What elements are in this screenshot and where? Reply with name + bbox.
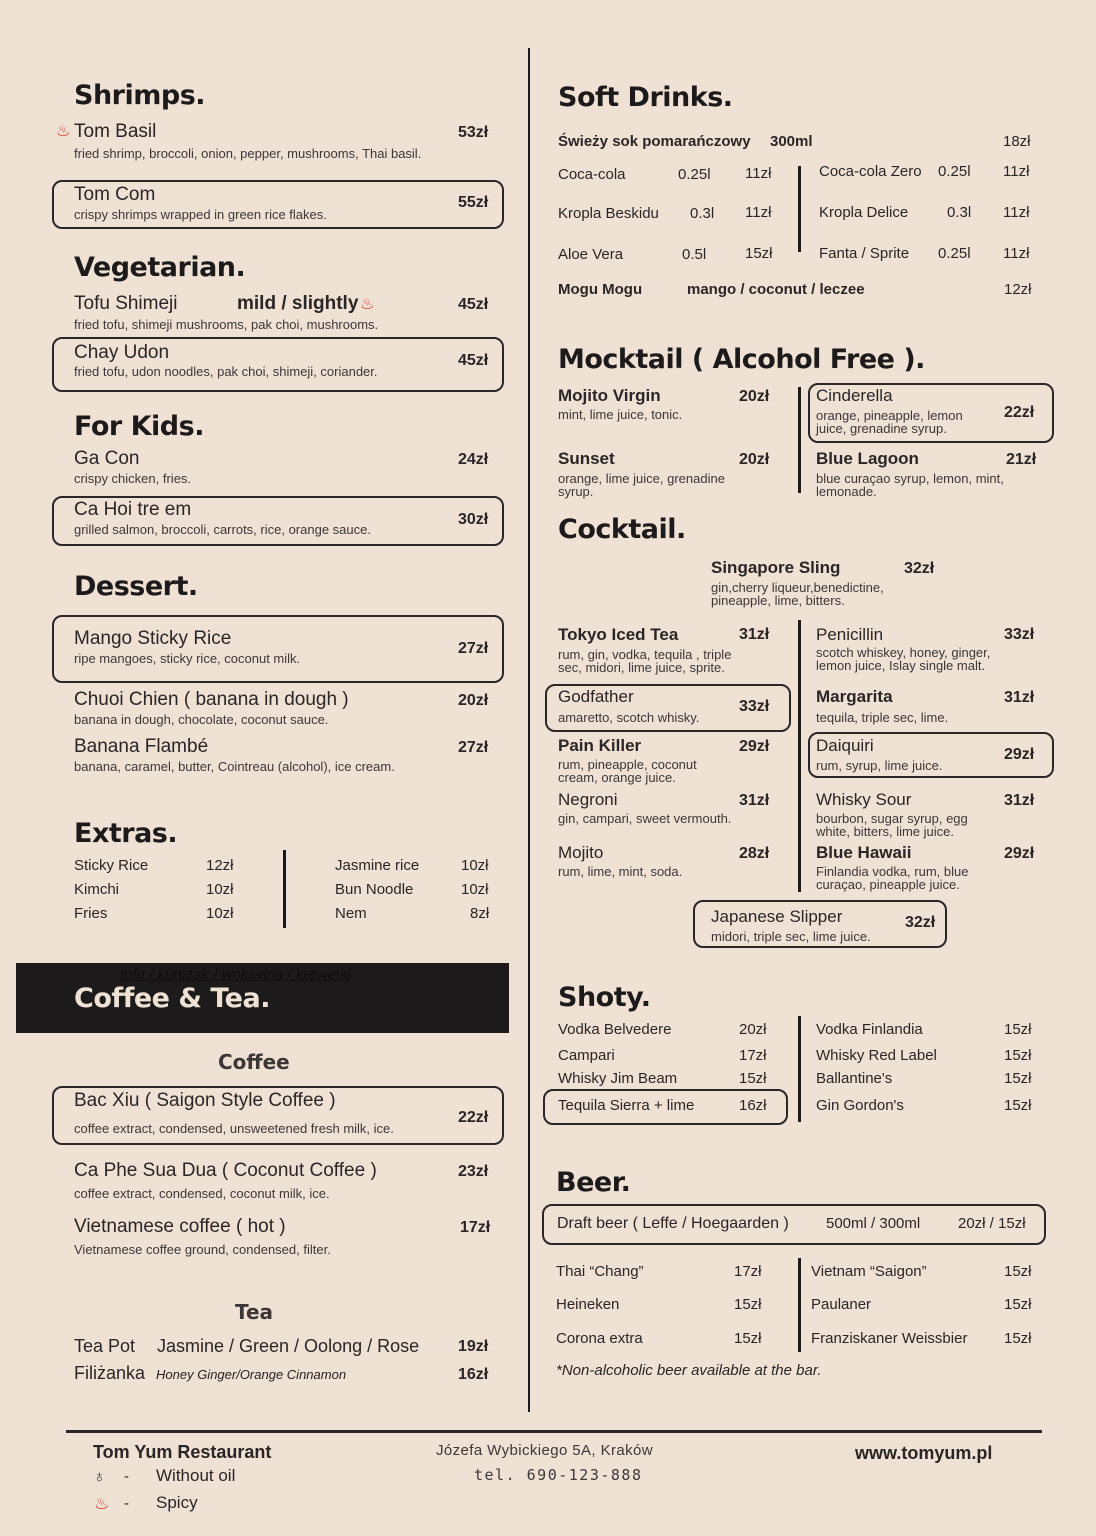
- soft-size: 0.25l: [678, 166, 711, 183]
- item-desc: rum, lime, mint, soda.: [558, 864, 683, 879]
- item-name: Ca Hoi tre em: [74, 499, 192, 520]
- spicy-icon: ♨: [360, 296, 375, 313]
- beer-name: Heineken: [556, 1296, 620, 1313]
- item-price: 31zł: [739, 792, 770, 809]
- item-name: Daiquiri: [816, 736, 874, 755]
- item-name: Mojito: [558, 843, 604, 862]
- item-desc: fried shrimp, broccoli, onion, pepper, mushrooms, Thai basil.: [74, 146, 422, 161]
- item-desc: gin, campari, sweet vermouth.: [558, 811, 732, 826]
- extra-name: Fries: [74, 905, 108, 922]
- shot-name: Whisky Red Label: [816, 1047, 937, 1064]
- soft-price: 11zł: [1003, 245, 1030, 262]
- tea-name: Tea Pot: [74, 1336, 136, 1356]
- tea-option: Honey Ginger/Orange Cinnamon: [156, 1367, 347, 1382]
- item-desc: coffee extract, condensed, coconut milk, ice.: [74, 1186, 330, 1201]
- soft-size: 0.3l: [947, 204, 972, 221]
- item-name: Whisky Sour: [816, 790, 912, 809]
- juice-name: Świeży sok pomarańczowy: [558, 133, 751, 150]
- shot-price: 15zł: [1004, 1021, 1032, 1038]
- item-name: Pain Killer: [558, 736, 642, 755]
- footer-divider: [66, 1430, 1042, 1433]
- item-name: Tom Com: [74, 184, 156, 205]
- legend-label: Without oil: [156, 1466, 236, 1485]
- section-title-beer: Beer.: [556, 1167, 631, 1198]
- juice-price: 18zł: [1003, 133, 1031, 150]
- soft-name: Coca-cola: [558, 166, 626, 183]
- banner-ghost-text: tofu / kurczak / wołowina / krewetki: [120, 966, 351, 983]
- item-name: Japanese Slipper: [711, 907, 843, 926]
- tea-price: 19zł: [458, 1338, 489, 1355]
- shots-divider: [798, 1016, 801, 1122]
- item-name: Bac Xiu ( Saigon Style Coffee ): [74, 1090, 336, 1111]
- item-desc: coffee extract, condensed, unsweetened fresh milk, ice.: [74, 1121, 394, 1136]
- section-title-mocktail: Mocktail ( Alcohol Free ).: [558, 344, 925, 375]
- item-desc: banana in dough, chocolate, coconut sauce.: [74, 712, 329, 727]
- legend-sep: -: [124, 1495, 129, 1512]
- extra-name: Bun Noodle: [335, 881, 414, 898]
- restaurant-name: Tom Yum Restaurant: [93, 1442, 272, 1462]
- item-desc: midori, triple sec, lime juice.: [711, 929, 871, 944]
- tea-name: Filiżanka: [74, 1363, 146, 1383]
- item-desc: amaretto, scotch whisky.: [558, 710, 700, 725]
- shot-price: 15zł: [739, 1070, 767, 1087]
- soft-size: 0.3l: [690, 205, 715, 222]
- item-name: Margarita: [816, 687, 893, 706]
- shot-name: Tequila Sierra + lime: [558, 1097, 695, 1114]
- item-desc: grilled salmon, broccoli, carrots, rice, orange sauce.: [74, 522, 371, 537]
- soft-price: 11zł: [745, 165, 772, 182]
- item-desc: orange, lime juice, grenadine syrup.: [558, 471, 725, 499]
- item-name: Cinderella: [816, 386, 893, 405]
- soft-price: 15zł: [745, 245, 773, 262]
- subsection-title-tea: Tea: [235, 1300, 274, 1324]
- extra-price: 10zł: [461, 857, 489, 874]
- item-price: 20zł: [458, 692, 489, 709]
- item-price: 29zł: [739, 738, 770, 755]
- item-price: 30zł: [458, 511, 489, 528]
- item-name: Singapore Sling: [711, 558, 841, 577]
- section-title-soft-drinks: Soft Drinks.: [558, 82, 733, 113]
- section-title-dessert: Dessert.: [74, 571, 198, 602]
- item-desc: orange, pineapple, lemon juice, grenadine syrup.: [816, 408, 963, 436]
- item-price: 23zł: [458, 1163, 489, 1180]
- item-desc: rum, syrup, lime juice.: [816, 758, 943, 773]
- shot-price: 20zł: [739, 1021, 767, 1038]
- draft-size: 500ml / 300ml: [826, 1215, 921, 1232]
- extras-divider: [283, 850, 286, 928]
- item-desc: banana, caramel, butter, Cointreau (alcohol), ice cream.: [74, 759, 395, 774]
- shot-price: 16zł: [739, 1097, 767, 1114]
- item-price: 31zł: [1004, 792, 1035, 809]
- legend-sep: -: [124, 1468, 129, 1485]
- item-price: 20zł: [739, 451, 770, 468]
- extra-price: 10zł: [461, 881, 489, 898]
- item-name: Penicillin: [816, 625, 884, 644]
- soft-name: Aloe Vera: [558, 246, 624, 263]
- section-title-vegetarian: Vegetarian.: [74, 252, 246, 283]
- item-name: Ga Con: [74, 448, 140, 469]
- item-option: mild / slightly: [237, 293, 359, 314]
- item-name: Ca Phe Sua Dua ( Coconut Coffee ): [74, 1160, 377, 1181]
- section-title-extras: Extras.: [74, 818, 178, 849]
- item-desc: tequila, triple sec, lime.: [816, 710, 949, 725]
- item-desc: rum, pineapple, coconut cream, orange juice.: [558, 757, 697, 785]
- extra-price: 10zł: [206, 905, 234, 922]
- draft-price: 20zł / 15zł: [958, 1215, 1026, 1232]
- item-price: 31zł: [739, 626, 770, 643]
- shot-name: Whisky Jim Beam: [558, 1070, 678, 1087]
- item-price: 33zł: [739, 698, 770, 715]
- cocktail-divider: [798, 620, 801, 892]
- soft-price: 11zł: [1003, 204, 1030, 221]
- beer-name: Corona extra: [556, 1330, 643, 1347]
- item-price: 21zł: [1006, 451, 1037, 468]
- address: Józefa Wybickiego 5A, Kraków: [436, 1442, 653, 1459]
- phone: tel. 690-123-888: [474, 1466, 643, 1484]
- item-desc: ripe mangoes, sticky rice, coconut milk.: [74, 651, 301, 666]
- shot-name: Vodka Finlandia: [816, 1021, 923, 1038]
- item-price: 31zł: [1004, 689, 1035, 706]
- legend-label: Spicy: [156, 1493, 198, 1512]
- item-price: 55zł: [458, 194, 489, 211]
- item-price: 29zł: [1004, 845, 1035, 862]
- item-name: Mango Sticky Rice: [74, 628, 232, 649]
- item-desc: rum, gin, vodka, tequila , triple sec, midori, lime juice, sprite.: [558, 647, 732, 675]
- extra-price: 12zł: [206, 857, 234, 874]
- mogu-price: 12zł: [1004, 281, 1032, 298]
- item-desc: mint, lime juice, tonic.: [558, 407, 683, 422]
- item-desc: gin,cherry liqueur,benedictine, pineapple, lime, bitters.: [711, 580, 884, 608]
- beer-price: 15zł: [734, 1330, 762, 1347]
- soft-name: Fanta / Sprite: [819, 245, 910, 262]
- beer-price: 17zł: [734, 1263, 762, 1280]
- section-title-kids: For Kids.: [74, 411, 204, 442]
- item-desc: blue curaçao syrup, lemon, mint, lemonade.: [816, 471, 1004, 499]
- extra-name: Jasmine rice: [335, 857, 420, 874]
- oil-bottle-icon: ♁: [93, 1467, 106, 1486]
- section-title-shots: Shoty.: [558, 982, 651, 1013]
- item-price: 27zł: [458, 739, 489, 756]
- item-desc: scotch whiskey, honey, ginger, lemon juice, Islay single malt.: [816, 645, 991, 673]
- shot-name: Campari: [558, 1047, 615, 1064]
- soft-size: 0.5l: [682, 246, 707, 263]
- item-price: 32zł: [904, 560, 935, 577]
- draft-name: Draft beer ( Leffe / Hoegaarden ): [557, 1215, 789, 1232]
- center-divider: [528, 48, 530, 1412]
- shot-price: 17zł: [739, 1047, 767, 1064]
- extra-price: 8zł: [470, 905, 490, 922]
- item-name: Tom Basil: [74, 121, 157, 142]
- beer-price: 15zł: [1004, 1263, 1032, 1280]
- soft-size: 0.25l: [938, 163, 971, 180]
- item-price: 22zł: [1004, 404, 1035, 421]
- shot-name: Gin Gordon's: [816, 1097, 904, 1114]
- item-desc: Vietnamese coffee ground, condensed, filter.: [74, 1242, 331, 1257]
- item-price: 45zł: [458, 296, 489, 313]
- section-title-cocktail: Cocktail.: [558, 514, 686, 545]
- beer-name: Paulaner: [811, 1296, 872, 1313]
- item-price: 17zł: [460, 1219, 491, 1236]
- mogu-name: Mogu Mogu: [558, 281, 643, 298]
- item-name: Sunset: [558, 449, 615, 468]
- soft-name: Kropla Delice: [819, 204, 909, 221]
- shot-price: 15zł: [1004, 1047, 1032, 1064]
- subsection-title-coffee: Coffee: [218, 1050, 290, 1074]
- item-desc: fried tofu, udon noodles, pak choi, shimeji, coriander.: [74, 364, 378, 379]
- item-price: 22zł: [458, 1109, 489, 1126]
- tea-option: Jasmine / Green / Oolong / Rose: [157, 1336, 420, 1356]
- soft-price: 11zł: [1003, 163, 1030, 180]
- beer-name: Franziskaner Weissbier: [811, 1330, 968, 1347]
- soft-price: 11zł: [745, 204, 772, 221]
- extra-name: Sticky Rice: [74, 857, 149, 874]
- shot-name: Vodka Belvedere: [558, 1021, 672, 1038]
- item-name: Chay Udon: [74, 342, 170, 363]
- beer-note: *Non-alcoholic beer available at the bar.: [556, 1362, 822, 1379]
- item-name: Mojito Virgin: [558, 386, 661, 405]
- mocktail-divider: [798, 387, 801, 493]
- soft-divider: [798, 166, 801, 252]
- beer-name: Thai “Chang”: [556, 1263, 644, 1280]
- item-price: 28zł: [739, 845, 770, 862]
- item-name: Blue Lagoon: [816, 449, 919, 468]
- section-title-shrimps: Shrimps.: [74, 80, 206, 111]
- item-name: Negroni: [558, 790, 618, 809]
- item-price: 32zł: [905, 914, 936, 931]
- soft-name: Kropla Beskidu: [558, 205, 659, 222]
- shot-name: Ballantine's: [816, 1070, 893, 1087]
- extra-price: 10zł: [206, 881, 234, 898]
- item-price: 24zł: [458, 451, 489, 468]
- spicy-icon: ♨: [56, 123, 71, 140]
- shot-price: 15zł: [1004, 1097, 1032, 1114]
- item-price: 29zł: [1004, 746, 1035, 763]
- item-desc: crispy chicken, fries.: [74, 471, 192, 486]
- juice-size: 300ml: [770, 133, 813, 150]
- item-desc: bourbon, sugar syrup, egg white, bitters, lime juice.: [816, 811, 968, 839]
- item-name: Banana Flambé: [74, 736, 209, 757]
- item-price: 20zł: [739, 388, 770, 405]
- extra-name: Kimchi: [74, 881, 120, 898]
- extra-name: Nem: [335, 905, 367, 922]
- item-desc: Finlandia vodka, rum, blue curaçao, pineapple juice.: [816, 864, 969, 892]
- beer-price: 15zł: [734, 1296, 762, 1313]
- beer-divider: [798, 1258, 801, 1352]
- item-desc: crispy shrimps wrapped in green rice flakes.: [74, 207, 327, 222]
- item-name: Tokyo Iced Tea: [558, 625, 679, 644]
- item-price: 45zł: [458, 352, 489, 369]
- item-name: Tofu Shimeji: [74, 293, 178, 314]
- beer-price: 15zł: [1004, 1296, 1032, 1313]
- mogu-flavors: mango / coconut / leczee: [687, 281, 865, 298]
- shot-price: 15zł: [1004, 1070, 1032, 1087]
- item-price: 53zł: [458, 124, 489, 141]
- item-name: Blue Hawaii: [816, 843, 912, 862]
- soft-name: Coca-cola Zero: [819, 163, 922, 180]
- item-name: Vietnamese coffee ( hot ): [74, 1216, 286, 1237]
- section-title-coffee-tea: Coffee & Tea.: [74, 983, 270, 1014]
- soft-size: 0.25l: [938, 245, 971, 262]
- item-price: 27zł: [458, 640, 489, 657]
- website-link[interactable]: www.tomyum.pl: [855, 1443, 993, 1463]
- item-desc: fried tofu, shimeji mushrooms, pak choi, mushrooms.: [74, 317, 379, 332]
- tea-price: 16zł: [458, 1366, 489, 1383]
- item-name: Godfather: [558, 687, 634, 706]
- item-price: 33zł: [1004, 626, 1035, 643]
- item-name: Chuoi Chien ( banana in dough ): [74, 689, 349, 710]
- beer-price: 15zł: [1004, 1330, 1032, 1347]
- chili-flame-icon: ♨: [94, 1494, 110, 1513]
- beer-name: Vietnam “Saigon”: [811, 1263, 927, 1280]
